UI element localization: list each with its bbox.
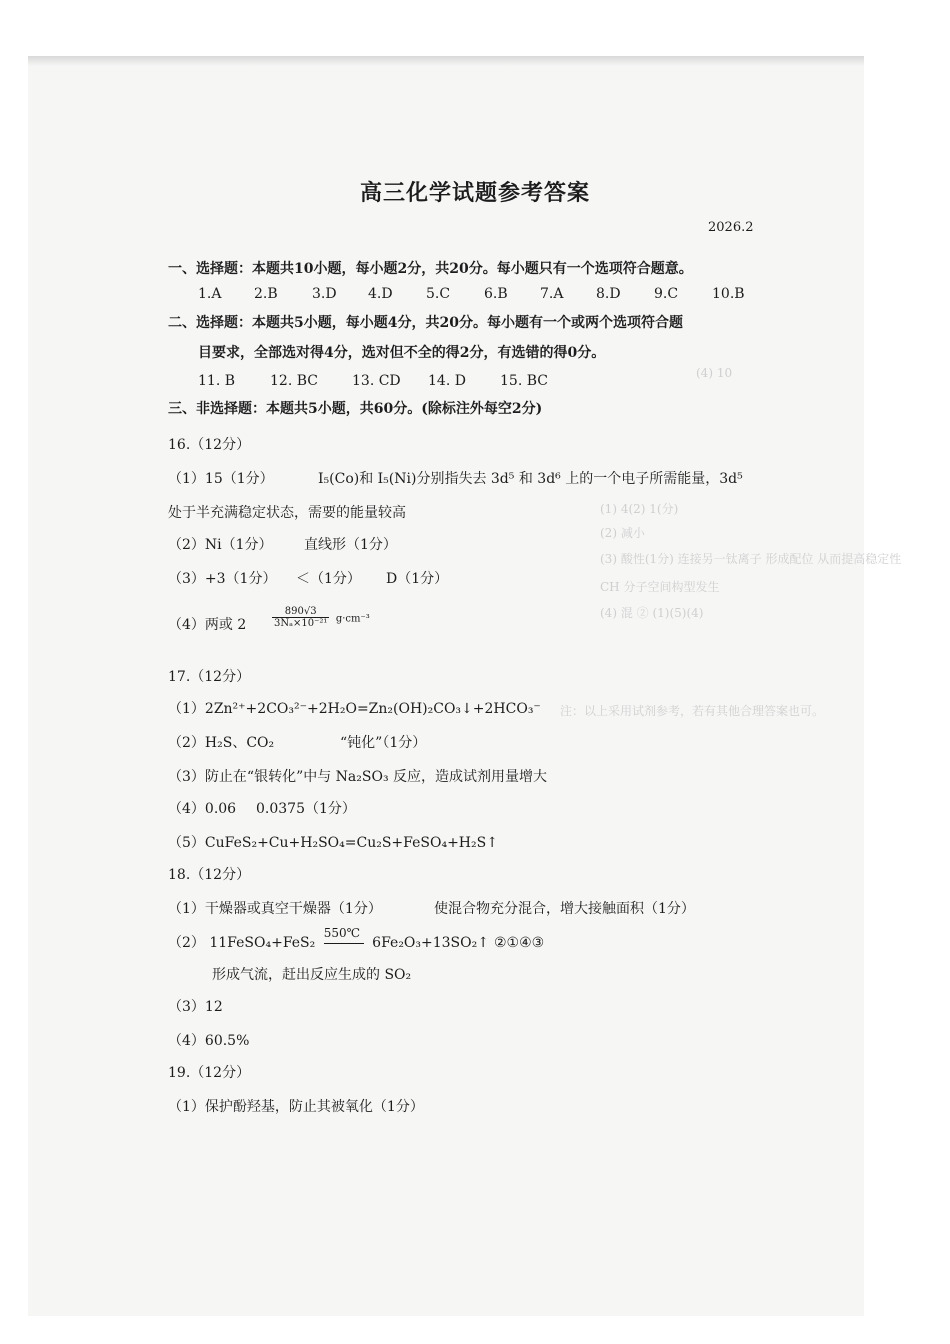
answer-item: 10.B bbox=[712, 286, 745, 302]
answer-item: 11. B bbox=[198, 373, 236, 389]
answer-text: D（1分） bbox=[386, 571, 449, 587]
question-17-head: 17.（12分） bbox=[168, 669, 251, 685]
bleed-through-text: (1) 4(2) 1(分) bbox=[600, 502, 679, 516]
answer-item: 12. BC bbox=[270, 373, 318, 389]
answer-text: （2）Ni（1分） bbox=[168, 537, 273, 553]
answer-item: 4.D bbox=[368, 286, 393, 302]
answer-text: 处于半充满稳定状态，需要的能量较高 bbox=[168, 505, 406, 521]
answer-text: （2）H₂S、CO₂ bbox=[168, 735, 275, 751]
answer-item: 8.D bbox=[596, 286, 621, 302]
fraction-denominator: 3Nₐ×10⁻²¹ bbox=[274, 618, 328, 629]
density-unit: g·cm⁻³ bbox=[335, 613, 370, 625]
reaction-products: 6Fe₂O₃+13SO₂↑ bbox=[372, 935, 489, 951]
answer-item: 3.D bbox=[312, 286, 337, 302]
answer-text: （3）防止在“银转化”中与 Na₂SO₃ 反应，造成试剂用量增大 bbox=[168, 769, 548, 785]
density-fraction bbox=[272, 606, 329, 629]
question-18-head: 18.（12分） bbox=[168, 867, 251, 883]
answer-text: “钝化”（1分） bbox=[340, 735, 427, 751]
exam-date: 2026.2 bbox=[708, 220, 754, 235]
answer-text: （1）保护酚羟基，防止其被氧化（1分） bbox=[168, 1099, 424, 1115]
section1-header: 一、选择题：本题共10小题，每小题2分，共20分。每小题只有一个选项符合题意。 bbox=[168, 261, 693, 277]
bleed-through-text: (2) 减小 bbox=[600, 526, 645, 540]
reaction-reactants: （2） 11FeSO₄+FeS₂ bbox=[168, 935, 316, 951]
answer-item: 9.C bbox=[654, 286, 679, 302]
answer-text: （4）两或 2 bbox=[168, 617, 247, 633]
answer-item: 1.A bbox=[198, 286, 222, 302]
bleed-through-text: CH 分子空间构型发生 bbox=[600, 580, 720, 594]
answer-text: （4）0.06 bbox=[168, 801, 237, 817]
answer-text: （1）干燥器或真空干燥器（1分） bbox=[168, 901, 382, 917]
reaction-temperature: 550℃ bbox=[323, 926, 361, 940]
bleed-through-text: (3) 酸性(1分) 连接另一钛离子 形成配位 从而提高稳定性 bbox=[600, 552, 902, 566]
answer-text: 形成气流，赶出反应生成的 SO₂ bbox=[212, 967, 412, 983]
answer-text: （1）2Zn²⁺+2CO₃²⁻+2H₂O=Zn₂(OH)₂CO₃↓+2HCO₃⁻ bbox=[168, 701, 541, 717]
answer-text: （4）60.5% bbox=[168, 1033, 250, 1049]
answer-text: （3）+3（1分） bbox=[168, 571, 277, 587]
question-19-head: 19.（12分） bbox=[168, 1065, 251, 1081]
page-title: 高三化学试题参考答案 bbox=[359, 180, 590, 206]
answer-text: （1）15（1分） bbox=[168, 471, 274, 487]
bleed-through-text: (4) 10 bbox=[696, 366, 733, 380]
answer-item: 2.B bbox=[254, 286, 278, 302]
section2-header-cont: 目要求，全部选对得4分，选对但不全的得2分，有选错的得0分。 bbox=[198, 345, 606, 361]
answer-text: I₅(Co)和 I₅(Ni)分别指失去 3d⁵ 和 3d⁶ 上的一个电子所需能量，3d⁵ bbox=[318, 471, 743, 487]
answer-item: 5.C bbox=[426, 286, 451, 302]
answer-item: 6.B bbox=[484, 286, 508, 302]
reaction-condition bbox=[323, 926, 364, 953]
fraction-numerator: 890√3 bbox=[272, 606, 329, 618]
bleed-through-text: 注：以上采用试剂参考，若有其他合理答案也可。 bbox=[560, 704, 825, 718]
answer-text: 使混合物充分混合，增大接触面积（1分） bbox=[434, 901, 695, 917]
section2-header: 二、选择题：本题共5小题，每小题4分，共20分。每小题有一个或两个选项符合题 bbox=[168, 315, 683, 331]
bleed-through-text: (4) 混 ② (1)(5)(4) bbox=[600, 606, 704, 620]
answer-text: （3）12 bbox=[168, 999, 223, 1015]
answer-item: 14. D bbox=[428, 373, 466, 389]
density-expression bbox=[270, 606, 370, 629]
answer-item: 7.A bbox=[540, 286, 564, 302]
answer-text: ②①④③ bbox=[494, 935, 545, 951]
reaction-arrow bbox=[324, 943, 364, 944]
reaction-equation bbox=[168, 926, 489, 953]
answer-text: （5）CuFeS₂+Cu+H₂SO₄=Cu₂S+FeSO₄+H₂S↑ bbox=[168, 835, 498, 851]
question-16-head: 16.（12分） bbox=[168, 437, 251, 453]
section3-header: 三、非选择题：本题共5小题，共60分。(除标注外每空2分) bbox=[168, 401, 543, 417]
answer-item: 13. CD bbox=[352, 373, 401, 389]
answer-item: 15. BC bbox=[500, 373, 548, 389]
answer-text: ＜（1分） bbox=[296, 571, 361, 587]
answer-text: 0.0375（1分） bbox=[256, 801, 356, 817]
answer-text: 直线形（1分） bbox=[304, 537, 397, 553]
